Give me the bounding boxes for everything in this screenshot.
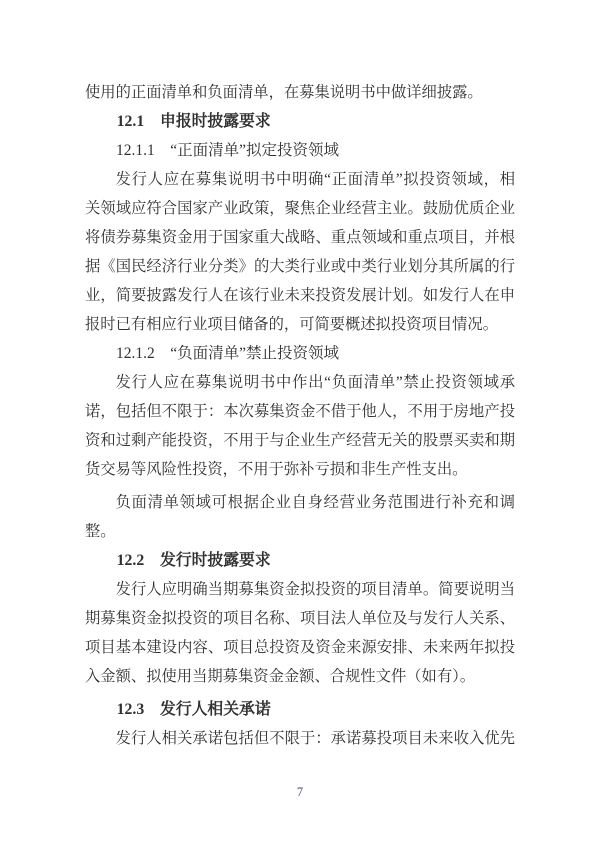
text-line: 报时已有相应行业项目储备的，可简要概述拟投资项目情况。 bbox=[85, 316, 499, 333]
text-line: 发行人应明确当期募集资金拟投资的项目清单。简要说明当 bbox=[115, 581, 515, 598]
text-line: 整。 bbox=[85, 523, 116, 540]
text-line: 发行人应在募集说明书中作出“负面清单”禁止投资领域承 bbox=[115, 374, 515, 391]
text-line: 资和过剩产能投资，不用于与企业生产经营无关的股票买卖和期 bbox=[85, 432, 515, 449]
section-heading: 12.1 申报时披露要求 bbox=[116, 113, 271, 130]
text-line: 入金额、拟使用当期募集资金金额、合规性文件（如有）。 bbox=[85, 668, 476, 685]
section-heading: 12.1.1 “正面清单”拟定投资领域 bbox=[116, 142, 340, 159]
text-line: 发行人应在募集说明书中明确“正面清单”拟投资领域，相 bbox=[115, 171, 515, 188]
text-line: 货交易等风险性投资，不用于弥补亏损和非生产性支出。 bbox=[85, 461, 468, 478]
section-heading: 12.1.2 “负面清单”禁止投资领域 bbox=[116, 345, 340, 362]
text-line: 项目基本建设内容、项目总投资及资金来源安排、未来两年拟投 bbox=[85, 639, 515, 656]
document-text-body bbox=[85, 78, 515, 753]
text-line: 使用的正面清单和负面清单，在募集说明书中做详细披露。 bbox=[85, 84, 483, 101]
page-number: 7 bbox=[296, 785, 304, 799]
text-line: 发行人相关承诺包括但不限于：承诺募投项目未来收入优先 bbox=[115, 730, 515, 747]
text-line: 据《国民经济行业分类》的大类行业或中类行业划分其所属的行 bbox=[85, 258, 515, 275]
text-line: 将债券募集资金用于国家重大战略、重点领域和重点项目，并根 bbox=[85, 229, 515, 246]
text-line: 负面清单领域可根据企业自身经营业务范围进行补充和调 bbox=[115, 494, 515, 511]
text-line: 期募集资金拟投资的项目名称、项目法人单位及与发行人关系、 bbox=[85, 610, 515, 627]
section-heading: 12.2 发行时披露要求 bbox=[116, 552, 271, 569]
text-line: 诺，包括但不限于：本次募集资金不借于他人，不用于房地产投 bbox=[85, 403, 515, 420]
text-line: 关领域应符合国家产业政策，聚焦企业经营主业。鼓励优质企业 bbox=[85, 200, 515, 217]
section-heading: 12.3 发行人相关承诺 bbox=[116, 701, 271, 718]
text-line: 业，简要披露发行人在该行业未来投资发展计划。如发行人在申 bbox=[85, 287, 515, 304]
